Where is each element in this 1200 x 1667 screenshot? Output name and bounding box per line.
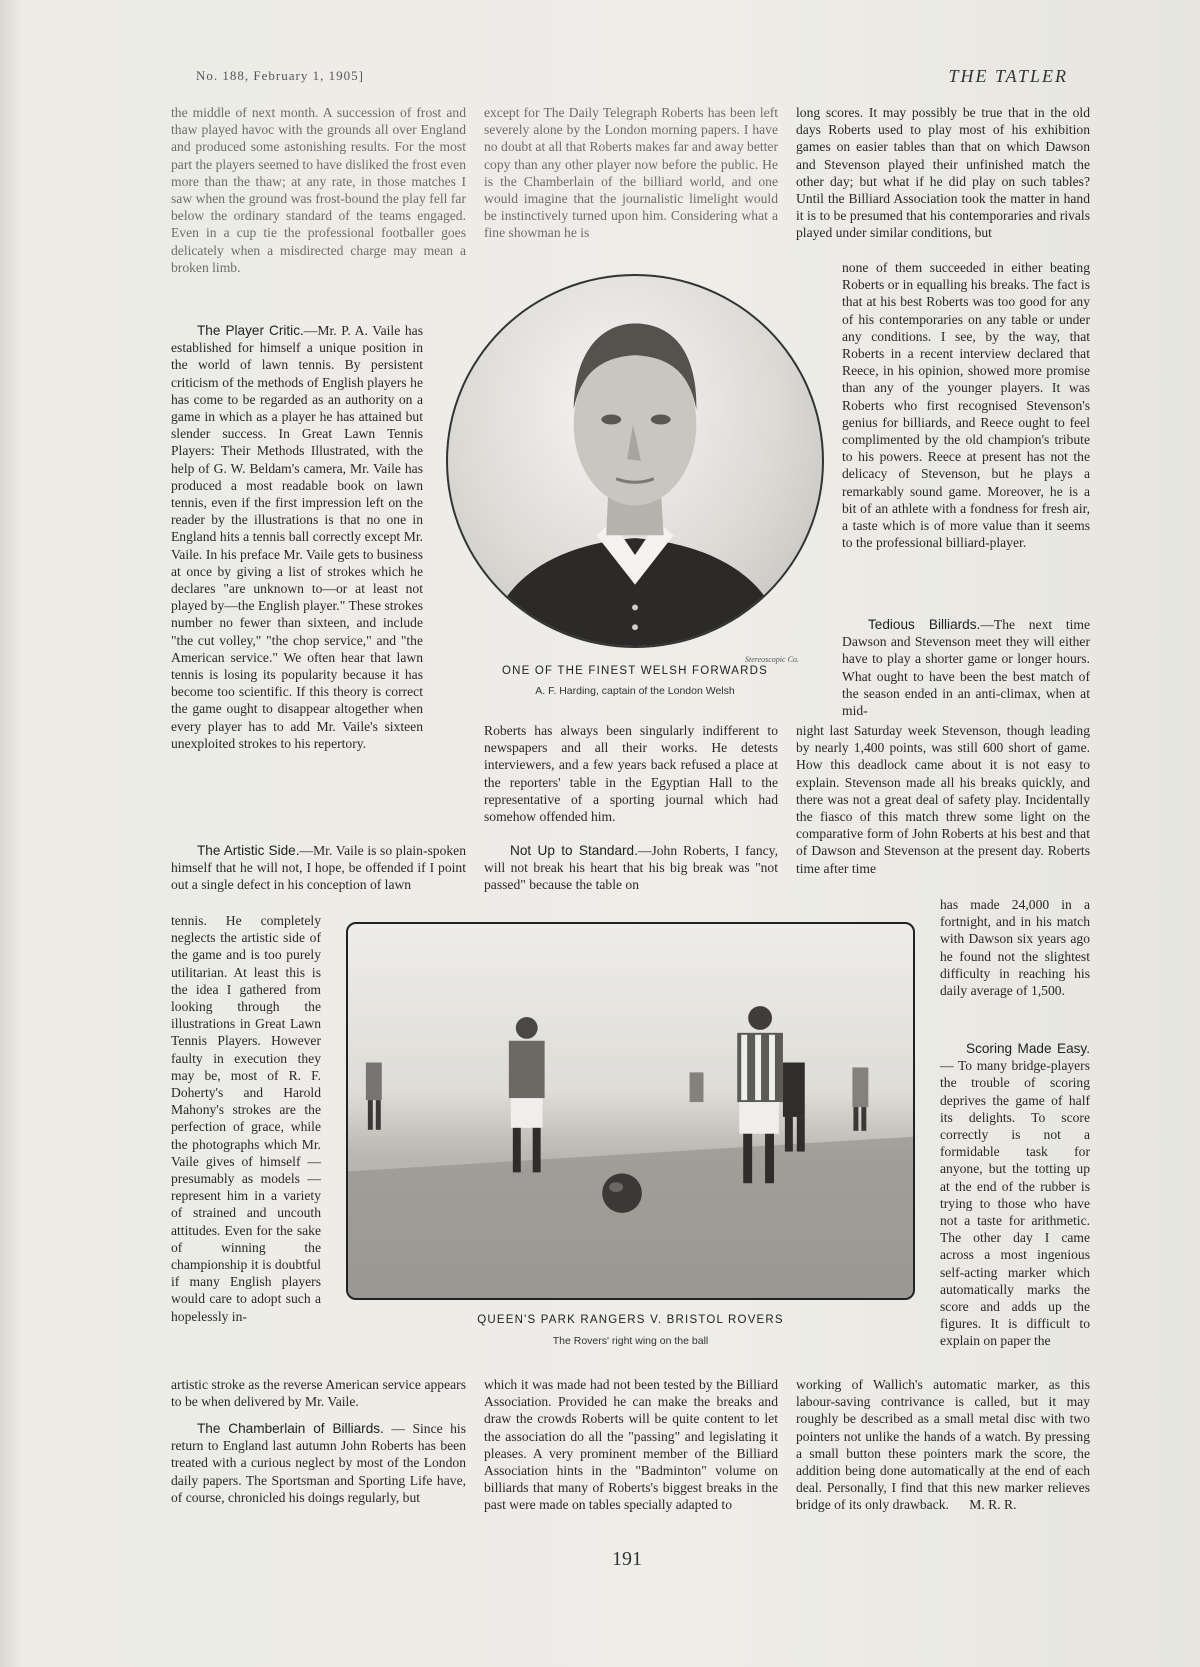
artistic-side-text-a: —Mr. Vaile is so plain-spoken himself that he will not, I hope, be offended if I point out a single defect in his conception of lawn	[171, 843, 466, 893]
not-up-to-standard-text: —John Roberts, I fancy, will not break his heart that his big break was "not passed" because the table on	[484, 843, 778, 893]
col1-paragraph-artistic-side-cont: tennis. He completely neglects the artistic side of the game and is too purely utilitarian. At least this is the idea I gathered from looking through the illustrations in Great Lawn Tennis Players. However faulty in execution they may be, most of R. F. Doherty's and Harold Mahony's strokes are the perfection of grace, while the photographs which Mr. Vaile gives of himself — presumably as models — represent him in a variety of strained and uncouth attitudes. Even for the sake of winning the championship it is doubtful if many English players would care to adopt such a hopelessly in-	[171, 913, 321, 1324]
col2-paragraph-4: which it was made had not been tested by the Billiard Association. Provided he can make the breaks and draw the crowds Roberts will be quite content to let the association do all the "passing" and legislating it pleases. A very prominent member of the Billiard Association hints in the "Badminton" volume on billiards that many of Roberts's biggest breaks in the past were made on tables specially adapted to	[484, 1377, 778, 1513]
col3-paragraph-1: long scores. It may possibly be true that in the old days Roberts used to play most of his exhibition games on easier tables than that on which Dawson and Stevenson played their unfinished match the other day; but what if he did play on such tables? Until the Billiard Association took the matter in hand it is to be presumed that his contemporaries and rivals played under similar conditions, but	[796, 105, 1090, 241]
col3-paragraph-scoring-made-easy	[940, 1040, 1090, 1350]
portrait-caption: ONE OF THE FINEST WELSH FORWARDS	[501, 665, 769, 677]
col1-paragraph-1: the middle of next month. A succession of frost and thaw played havoc with the grounds all over England and produced some astonishing results. For the most part the players seemed to have disliked the frost even more than the thaw; at any rate, in those matches I saw when the ground was frost-bound the play fell far below the ordinary standard of the teams engaged. Even in a cup tie the professional footballer goes delicately when a misdirected charge may mean a broken limb.	[171, 105, 466, 275]
marker-text: working of Wallich's automatic marker, as this labour-saving contrivance is called, but it may roughly be described as a small metal disc with two pointers not unlike the hands of a watch. By pressing a small button these pointers mark the score, the addition being done automatically at the end of each deal. Personally, I find that this new marker relieves bridge of its only drawback.	[796, 1377, 1090, 1513]
match-photo	[346, 922, 915, 1300]
author-signature: M. R. R.	[969, 1497, 1017, 1513]
issue-header: No. 188, February 1, 1905]	[196, 68, 364, 83]
col1-paragraph-artistic-side-end: artistic stroke as the reverse American service appears to be when delivered by Mr. Vaile.	[171, 1377, 466, 1410]
chamberlain-text: — Since his return to England last autumn John Roberts has been treated with a curious neglect by most of the London daily papers. The Sportsman and Sporting Life have, of course, chronicled his doings regularly, but	[171, 1421, 467, 1505]
col2-paragraph-2: Roberts has always been singularly indifferent to newspapers and all their works. He detests interviewers, and a few years back refused a place at the reporters' table in the Egyptian Hall to the representative of a sporting journal which had somehow offended him.	[484, 723, 778, 825]
portrait-subcaption: A. F. Harding, captain of the London Welsh	[535, 685, 735, 697]
heading-artistic-side: The Artistic Side.	[197, 843, 300, 858]
heading-scoring-made-easy: Scoring Made Easy.	[966, 1041, 1090, 1056]
col3-paragraph-tedious-billiards-end: has made 24,000 in a fortnight, and in his match with Dawson six years ago he found not the slightest difficulty in reaching his daily average of 1,500.	[940, 897, 1090, 999]
col3-paragraph-1-cont: none of them succeeded in either beating Roberts or in equalling his breaks. The fact is that at his best Roberts was too good for any of his contemporaries on any table or under any conditions. I see, by the way, that Roberts in a recent interview declared that Reece, in his opinion, showed more promise than any of the younger players. It was Roberts who first recognised Stevenson's genius for billiards, and Reece ought to feel complimented by the old champion's tribute to his powers. Reece at present has not the delicacy of Stevenson, but he plays a remarkably sound game. Moreover, he is a bit of an athlete with a fondness for fresh air, a taste which is of more value than it seems to the professional billiard-player.	[842, 260, 1090, 551]
match-subcaption: The Rovers' right wing on the ball	[552, 1335, 709, 1347]
page-number: 191	[612, 1548, 642, 1570]
col1-paragraph-chamberlain	[171, 1420, 466, 1506]
col2-paragraph-1: except for The Daily Telegraph Roberts has been left severely alone by the London morning papers. I have no doubt at all that Roberts makes far and away better copy than any other player now before the public. He is the Chamberlain of the billiard world, and one would imagine that the journalistic limelight would be instinctively turned upon him. Considering what a fine showman he is	[484, 105, 778, 241]
col1-paragraph-artistic-side	[171, 842, 466, 894]
photo-credit: Stereoscopic Co.	[745, 655, 799, 664]
heading-chamberlain: The Chamberlain of Billiards.	[197, 1421, 384, 1436]
player-critic-text: —Mr. P. A. Vaile has established for himself a unique position in the world of lawn tennis. By persistent criticism of the methods of English players he has come to be regarded as an authority on a game in which as a player he has attained but slender success. In Great Lawn Tennis Players: Their Methods Illustrated, with the help of G. W. Beldam's camera, Mr. Vaile has produced a most readable book on lawn tennis, even if the first impression left on the reader by the illustrations is that no one in England hits a tennis ball correctly except Mr. Vaile. In his preface Mr. Vaile gets to business at once by giving a list of strokes which he declares "are unknown to—or at least not played by—the English player." These strokes number no fewer than sixteen, and include "the cut volley," "the chop service," and "the American service." We often hear that lawn tennis is losing its popularity because it has become too scientific. If this theory is correct the game ought to disappear altogether when every player has to add Mr. Vaile's sixteen unexploited strokes to his repertory.	[171, 323, 424, 751]
magazine-title: THE TATLER	[948, 66, 1068, 86]
col3-paragraph-tedious-billiards	[842, 616, 1090, 719]
col3-paragraph-tedious-billiards-cont: night last Saturday week Stevenson, though leading by nearly 1,400 points, was still 600 short of game. How this deadlock came about it is not easy to explain. Stevenson made all his breaks quickly, and there was not a great deal of safety play. Incidentally the fiasco of this match threw some light on the comparative form of John Roberts at his best and that of Dawson and Stevenson at the present day. Roberts time after time	[796, 723, 1090, 876]
portrait-photo	[446, 274, 824, 648]
scoring-made-easy-text: — To many bridge-players the trouble of scoring deprives the game of half its delights. To score correctly is not a formidable task for anyone, but the totting up at the end of the rubber is trying to those who have not a taste for arithmetic. The other day I came across a most ingenious self-acting marker which automatically marks the score and adds up the figures. It is difficult to explain on paper the	[940, 1058, 1090, 1349]
col3-paragraph-4	[796, 1376, 1090, 1514]
heading-player-critic: The Player Critic.	[197, 323, 304, 338]
col1-paragraph-player-critic	[171, 322, 423, 752]
match-caption: QUEEN'S PARK RANGERS V. BRISTOL ROVERS	[477, 1314, 784, 1326]
tedious-billiards-text: —The next time Dawson and Stevenson meet they will either have to play a shorter game or longer hours. What ought to have been the best match of the season ended in an anti-climax, when at mid-	[842, 617, 1091, 719]
col2-paragraph-not-up-to-standard	[484, 842, 778, 894]
heading-not-up-to-standard: Not Up to Standard.	[510, 843, 638, 858]
heading-tedious-billiards: Tedious Billiards.	[868, 617, 981, 632]
